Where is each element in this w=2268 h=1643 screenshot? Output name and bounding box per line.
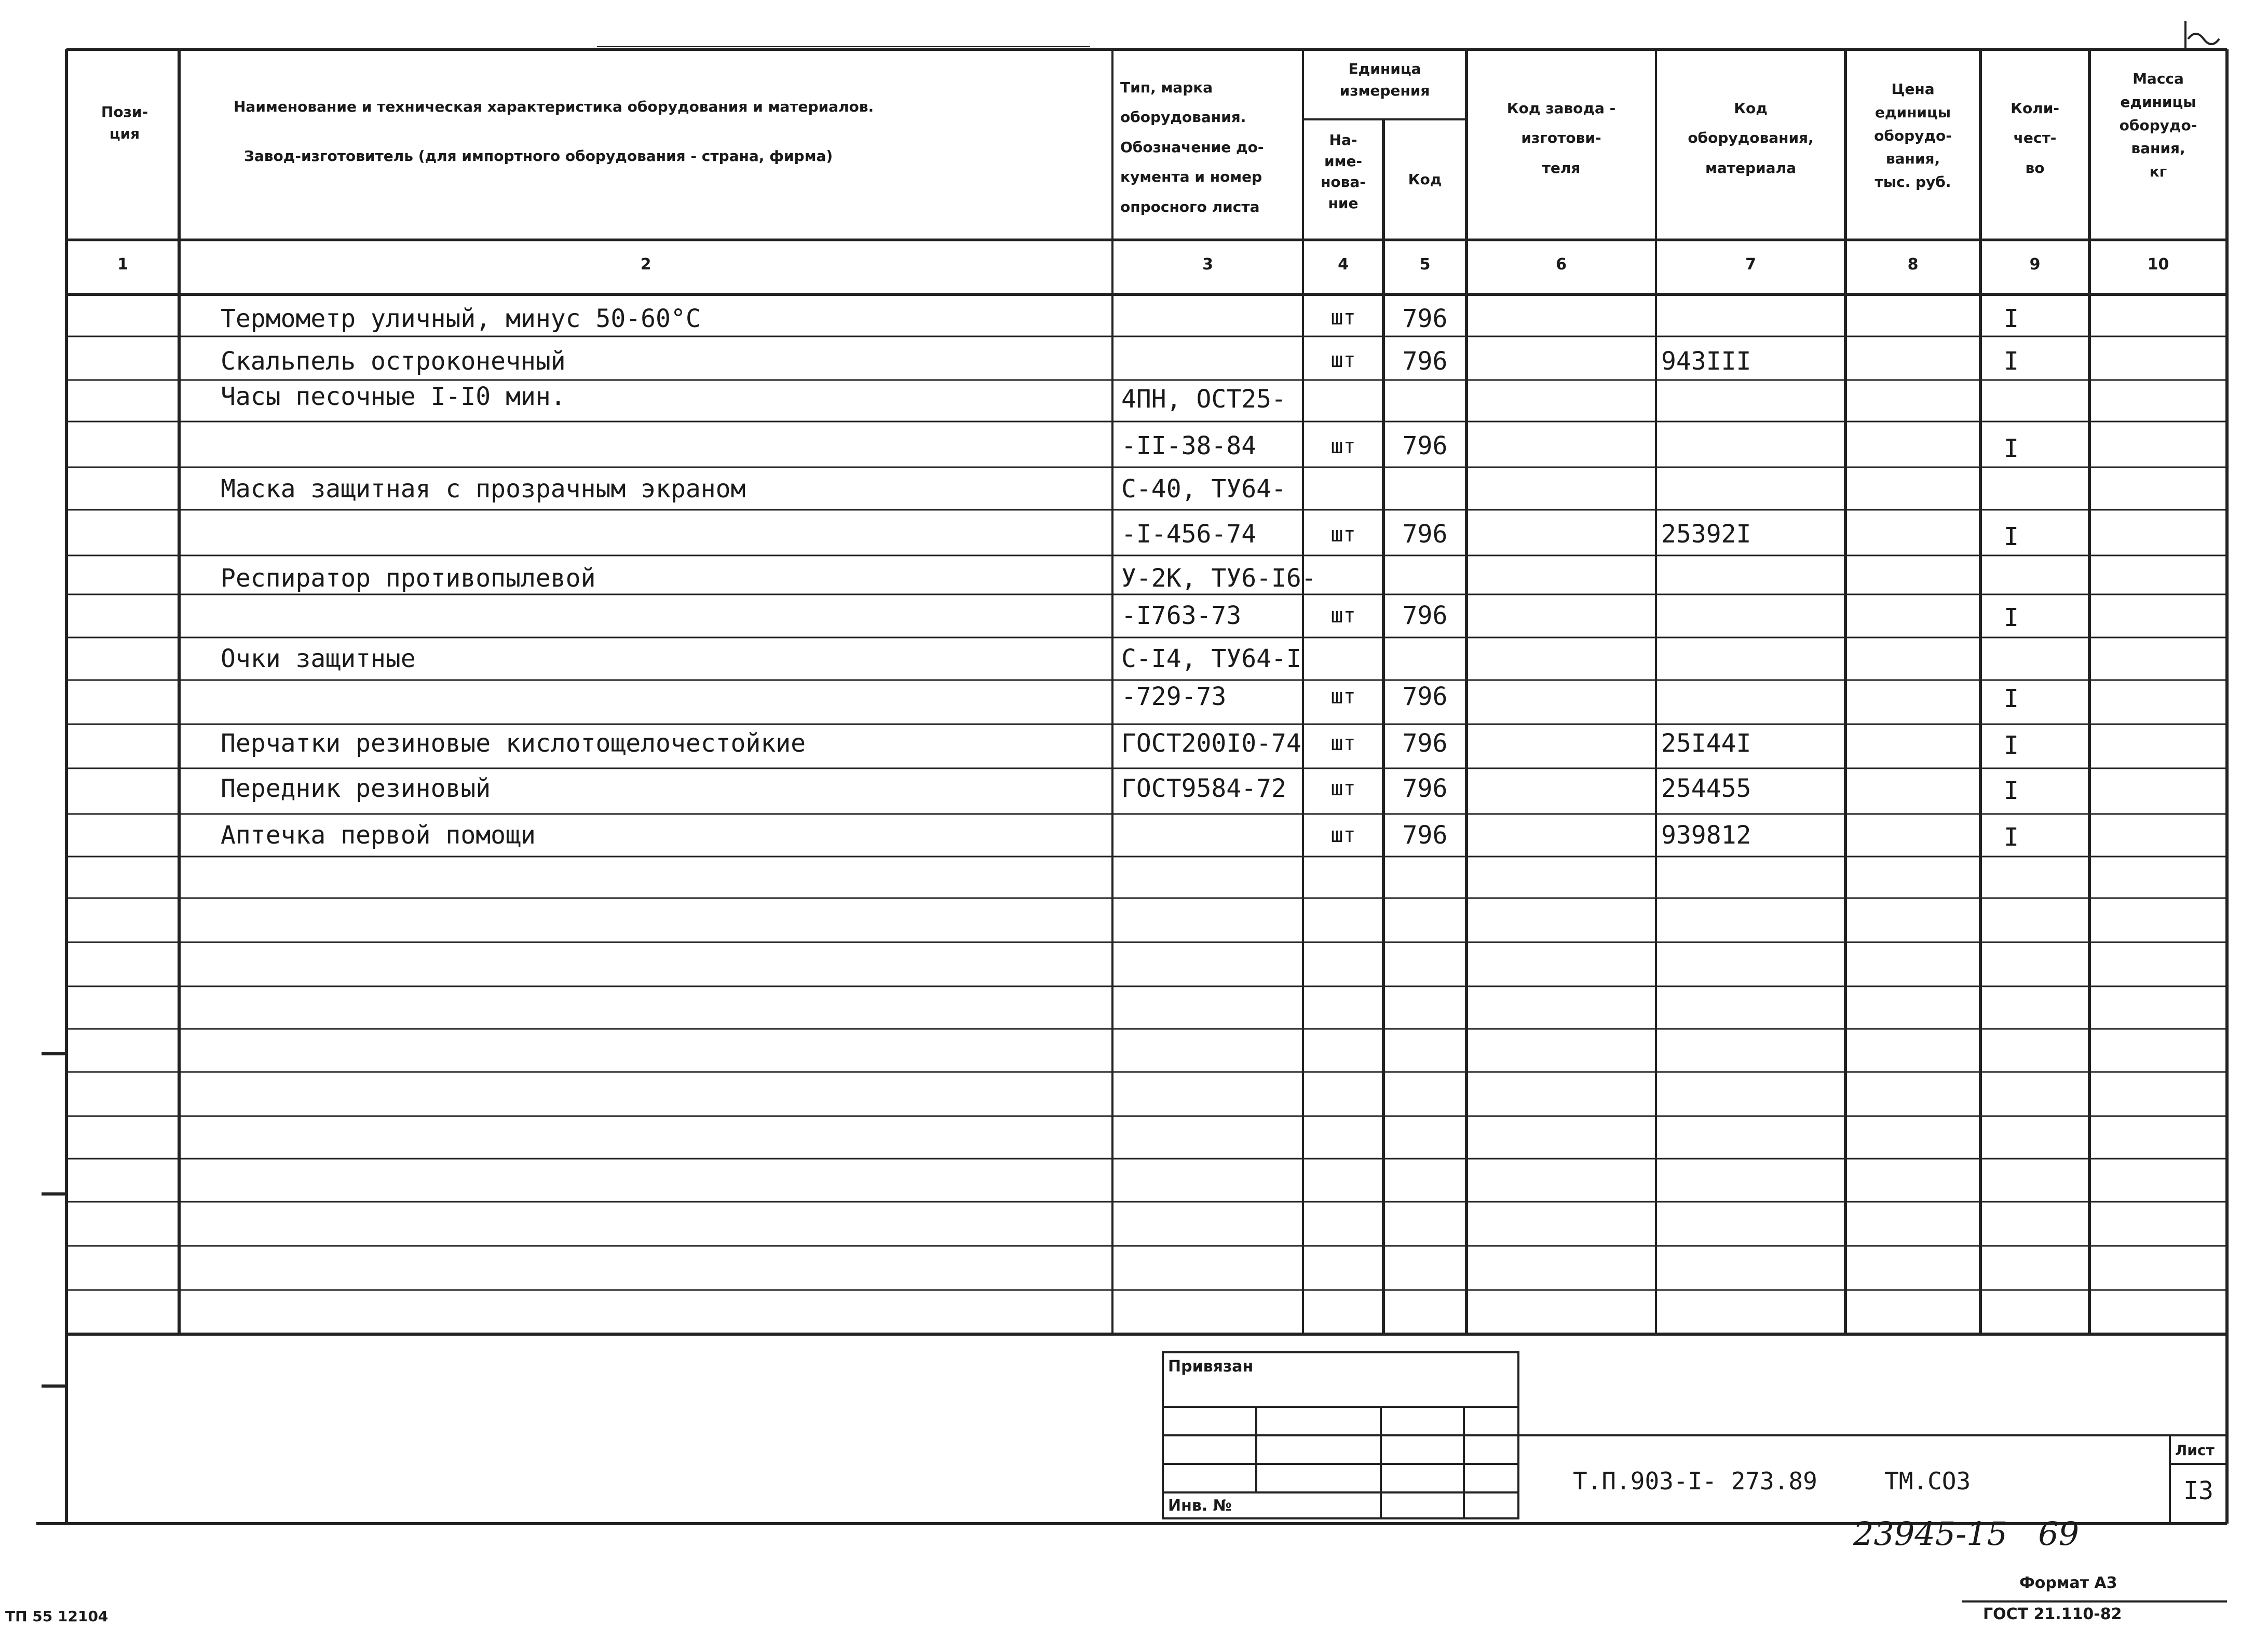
header-position: Пози- ция bbox=[101, 103, 148, 142]
header-unit: Единица измерения bbox=[1339, 60, 1430, 99]
row-unit: шт bbox=[1330, 306, 1356, 330]
row-qty: I bbox=[2004, 347, 2019, 376]
row-type: С-I4, ТУ64-I bbox=[1121, 644, 1301, 673]
archive-number: 23945-15 69 bbox=[1853, 1515, 2080, 1553]
row-qty: I bbox=[2004, 776, 2019, 805]
colnum-10: 10 bbox=[2147, 255, 2169, 274]
document-sheet-code: ТМ.СОЗ bbox=[1884, 1467, 1971, 1495]
footer-left-code: ТП 55 12104 bbox=[5, 1608, 108, 1625]
row-qty: I bbox=[2004, 434, 2019, 463]
colnum-4: 4 bbox=[1338, 255, 1349, 274]
gost-label: ГОСТ 21.110-82 bbox=[1983, 1605, 2122, 1623]
header-unit-code: Код bbox=[1408, 171, 1442, 188]
colnum-2: 2 bbox=[640, 255, 651, 274]
row-code: 796 bbox=[1402, 520, 1448, 549]
row-name: Аптечка первой помощи bbox=[221, 821, 536, 850]
row-qty: I bbox=[2004, 603, 2019, 632]
inv-label: Инв. № bbox=[1168, 1497, 1232, 1515]
colnum-1: 1 bbox=[117, 255, 128, 274]
row-code: 796 bbox=[1402, 431, 1448, 460]
header-unit-name: На- име- нова- ние bbox=[1321, 131, 1366, 212]
row-equip-code: 25I44I bbox=[1661, 729, 1751, 758]
row-type: 4ПН, ОСТ25- bbox=[1121, 385, 1286, 414]
row-unit: шт bbox=[1330, 731, 1356, 755]
row-code: 796 bbox=[1402, 304, 1448, 333]
colnum-8: 8 bbox=[1907, 255, 1919, 274]
colnum-6: 6 bbox=[1556, 255, 1567, 274]
row-qty: I bbox=[2004, 522, 2019, 551]
row-unit: шт bbox=[1330, 523, 1356, 547]
sheet-number: I3 bbox=[2183, 1476, 2213, 1505]
row-name: Часы песочные I-I0 мин. bbox=[221, 382, 566, 411]
row-code: 796 bbox=[1402, 347, 1448, 376]
document-code: Т.П.903-I- 273.89 bbox=[1573, 1467, 1817, 1495]
row-equip-code: 25392I bbox=[1661, 520, 1751, 549]
row-type: -I763-73 bbox=[1121, 601, 1242, 630]
row-qty: I bbox=[2004, 304, 2019, 333]
row-type: С-40, ТУ64- bbox=[1121, 474, 1286, 504]
row-name: Респиратор противопылевой bbox=[221, 564, 596, 593]
row-name: Перчатки резиновые кислотощелочестойкие bbox=[221, 729, 806, 758]
colnum-3: 3 bbox=[1202, 255, 1213, 274]
row-unit: шт bbox=[1330, 348, 1356, 372]
row-type: -I-456-74 bbox=[1121, 520, 1257, 549]
format-label: Формат А3 bbox=[2019, 1574, 2117, 1592]
row-type: ГОСТ9584-72 bbox=[1121, 774, 1286, 803]
bound-label: Привязан bbox=[1168, 1357, 1254, 1376]
row-unit: шт bbox=[1330, 604, 1356, 628]
row-code: 796 bbox=[1402, 729, 1448, 758]
row-type: -II-38-84 bbox=[1121, 431, 1257, 460]
row-qty: I bbox=[2004, 731, 2019, 760]
header-factory-code: Код завода - изготови- теля bbox=[1506, 100, 1616, 176]
header-mass: Масса единицы оборудо- вания, кг bbox=[2119, 70, 2197, 181]
row-equip-code: 943III bbox=[1661, 347, 1751, 376]
header-equipment-code: Код оборудования, материала bbox=[1688, 100, 1814, 176]
row-code: 796 bbox=[1402, 682, 1448, 711]
row-code: 796 bbox=[1402, 601, 1448, 630]
row-equip-code: 254455 bbox=[1661, 774, 1751, 803]
row-name: Передник резиновый bbox=[221, 774, 491, 803]
header-type: Тип, марка оборудования. Обозначение до- кумента и номер опросного листа bbox=[1120, 79, 1264, 215]
header-name: Наименование и техническая характеристика оборудования и материалов. bbox=[234, 98, 874, 115]
row-type: ГОСТ200I0-74 bbox=[1121, 729, 1301, 758]
row-unit: шт bbox=[1330, 777, 1356, 800]
sheet-label: Лист bbox=[2175, 1442, 2215, 1459]
row-code: 796 bbox=[1402, 821, 1448, 850]
row-name: Очки защитные bbox=[221, 644, 416, 673]
colnum-9: 9 bbox=[2029, 255, 2041, 274]
row-qty: I bbox=[2004, 823, 2019, 852]
colnum-7: 7 bbox=[1745, 255, 1756, 274]
header-manufacturer: Завод-изготовитель (для импортного оборудования - страна, фирма) bbox=[244, 147, 833, 165]
row-code: 796 bbox=[1402, 774, 1448, 803]
row-unit: шт bbox=[1330, 685, 1356, 709]
row-unit: шт bbox=[1330, 434, 1356, 458]
row-qty: I bbox=[2004, 684, 2019, 713]
row-type: -729-73 bbox=[1121, 682, 1227, 711]
header-quantity: Коли- чест- во bbox=[2011, 100, 2059, 176]
row-name: Маска защитная с прозрачным экраном bbox=[221, 474, 746, 504]
row-unit: шт bbox=[1330, 823, 1356, 847]
colnum-5: 5 bbox=[1419, 255, 1431, 274]
row-equip-code: 939812 bbox=[1661, 821, 1751, 850]
row-name: Термометр уличный, минус 50-60°С bbox=[221, 304, 701, 333]
header-price: Цена единицы оборудо- вания, тыс. руб. bbox=[1874, 80, 1952, 191]
row-type: У-2К, ТУ6-I6- bbox=[1121, 564, 1316, 593]
row-name: Скальпель остроконечный bbox=[221, 347, 566, 376]
